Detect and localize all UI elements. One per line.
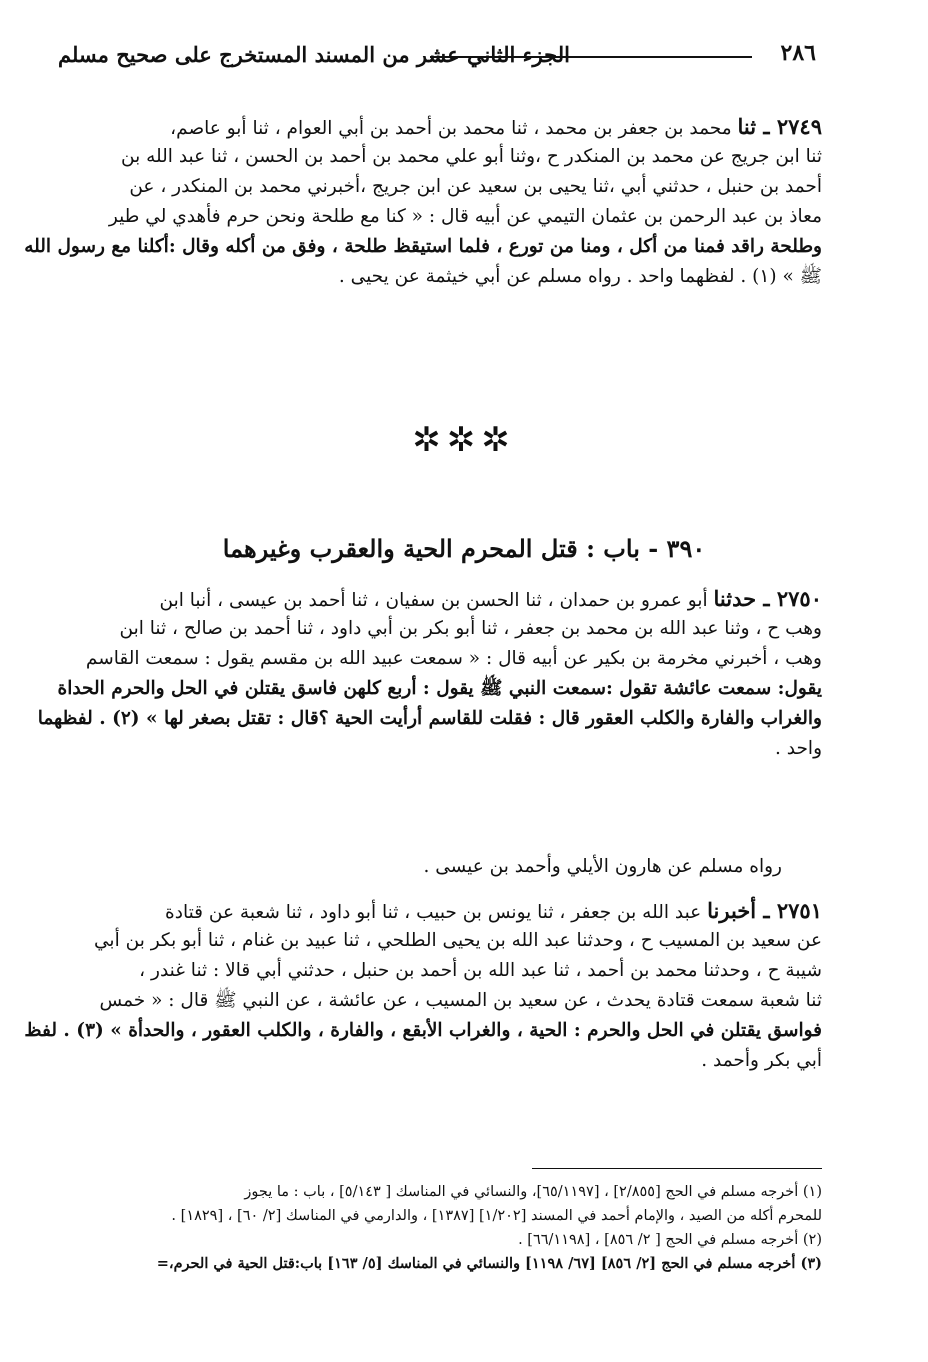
text-line — [74, 584, 822, 614]
text-line: ﷺ » (١) . لفظهما واحد . رواه مسلم عن أبي خيثمة عن يحيى . — [338, 266, 822, 287]
text-line: معاذ بن عبد الرحمن بن عثمان التيمي عن أبيه قال : « كنا مع طلحة ونحن حرم فأهدي لي طير — [108, 206, 822, 227]
text-line — [74, 896, 822, 926]
running-title: الجزء الثاني عشر من المسند المستخرج على صحيح مسلم — [58, 42, 570, 67]
page-number: ٢٨٦ — [780, 40, 816, 66]
hadith-2750 — [37, 584, 822, 764]
hadith-2751 — [24, 896, 822, 1076]
text-line: شيبة ح ، وحدثنا محمد بن أحمد ، ثنا عبد الله بن أحمد بن حنبل ، حدثني أبي قالا : ثنا غندر ، — [139, 960, 822, 981]
text-line: ثنا ابن جريج عن محمد بن المنكدر ح ،وثنا أبو علي محمد بن أحمد بن الحسن ، ثنا عبد الله بن — [121, 146, 822, 167]
footnote-line: (١) أخرجه مسلم في الحج [٢/٨٥٥] ، [٦٥/١١٩٧]، والنسائي في المناسك [ ٥/١٤٣] ، باب : ما يجوز — [244, 1184, 822, 1200]
footnote-rule — [532, 1168, 822, 1169]
footnotes — [74, 1180, 822, 1276]
hadith-number: ٢٧٥٠ ـ حدثنا — [713, 586, 822, 611]
chapter-heading: ٣٩٠ - باب : قتل المحرم الحية والعقرب وغيرهما — [222, 534, 706, 563]
text-line: والغراب والفارة والكلب العقور قال : فقلت للقاسم أرأيت الحية ؟قال : تقتل بصغر لها » (٢) . لفظهما — [37, 708, 822, 729]
text-span: عبد الله بن جعفر ، ثنا يونس بن حبيب ، ثنا أبو داود ، ثنا شعبة عن قتادة — [165, 902, 702, 923]
text-span: محمد بن جعفر بن محمد ، ثنا محمد بن أحمد بن أبي العوام ، ثنا أبو عاصم، — [170, 118, 732, 139]
page-header — [58, 36, 816, 76]
text-line: رواه مسلم عن هارون الأيلي وأحمد بن عيسى . — [423, 856, 782, 877]
narration-note — [74, 852, 782, 882]
text-line: أبي بكر وأحمد . — [701, 1050, 822, 1071]
footnote-line: (٢) أخرجه مسلم في الحج [ ٢/ ٨٥٦] ، [٦٦/١١٩٨] . — [518, 1232, 822, 1248]
hadith-2749 — [24, 112, 822, 292]
hadith-number: ٢٧٥١ ـ أخبرنا — [707, 898, 822, 923]
text-line: واحد . — [775, 738, 822, 759]
text-line: وهب ، أخبرني مخرمة بن بكير عن أبيه قال : « سمعت عبيد الله بن مقسم يقول : سمعت القاسم — [85, 648, 822, 669]
text-line: ثنا شعبة سمعت قتادة يحدث ، عن سعيد بن المسيب ، عن عائشة ، عن النبي ﷺ قال : « خمس — [99, 990, 822, 1011]
text-line: عن سعيد بن المسيب ح ، وحدثنا عبد الله بن يحيى الطلحي ، ثنا عبيد بن غنام ، ثنا أبو بكر بن أبي — [94, 930, 822, 951]
section-divider: ✲✲✲ — [412, 420, 516, 460]
text-line — [74, 112, 822, 142]
text-line: فواسق يقتلن في الحل والحرم : الحية ، والغراب الأبقع ، والفارة ، والكلب العقور ، والحدأة » (٣) . لفظ — [24, 1020, 822, 1041]
hadith-number: ٢٧٤٩ ـ ثنا — [737, 114, 822, 139]
text-line: وطلحة راقد فمنا من أكل ، ومنا من تورع ، فلما استيقظ طلحة ، وفق من أكله وقال :أكلنا مع رسول الله — [24, 236, 822, 257]
text-line: وهب ح ، وثنا عبد الله بن محمد بن جعفر ، ثنا أبو بكر بن أبي داود ، ثنا أحمد بن صالح ، ثنا ابن — [119, 618, 822, 639]
text-line: أحمد بن حنبل ، حدثني أبي ،ثنا يحيى بن سعيد عن ابن جريج ،أخبرني محمد بن المنكدر ، عن — [129, 176, 822, 197]
footnote-line: للمحرم أكله من الصيد ، والإمام أحمد في المسند [١/٢٠٢] [١٣٨٧] ، والدارمي في المناسك [٢/ ٦٠] ، [١٨٢٩] . — [171, 1208, 822, 1224]
footnote-line: (٣) أخرجه مسلم في الحج [٢/ ٨٥٦] [٦٧/ ١١٩٨] والنسائي في المناسك [٥/ ١٦٣] باب:قتل الحية في الحرم،= — [156, 1255, 822, 1272]
text-line: يقول: سمعت عائشة تقول :سمعت النبي ﷺ يقول : أربع كلهن فاسق يقتلن في الحل والحرم الحداة — [57, 678, 822, 699]
text-span: أبو عمرو بن حمدان ، ثنا الحسن بن سفيان ، ثنا أحمد بن عيسى ، أنبا ابن — [159, 590, 708, 611]
